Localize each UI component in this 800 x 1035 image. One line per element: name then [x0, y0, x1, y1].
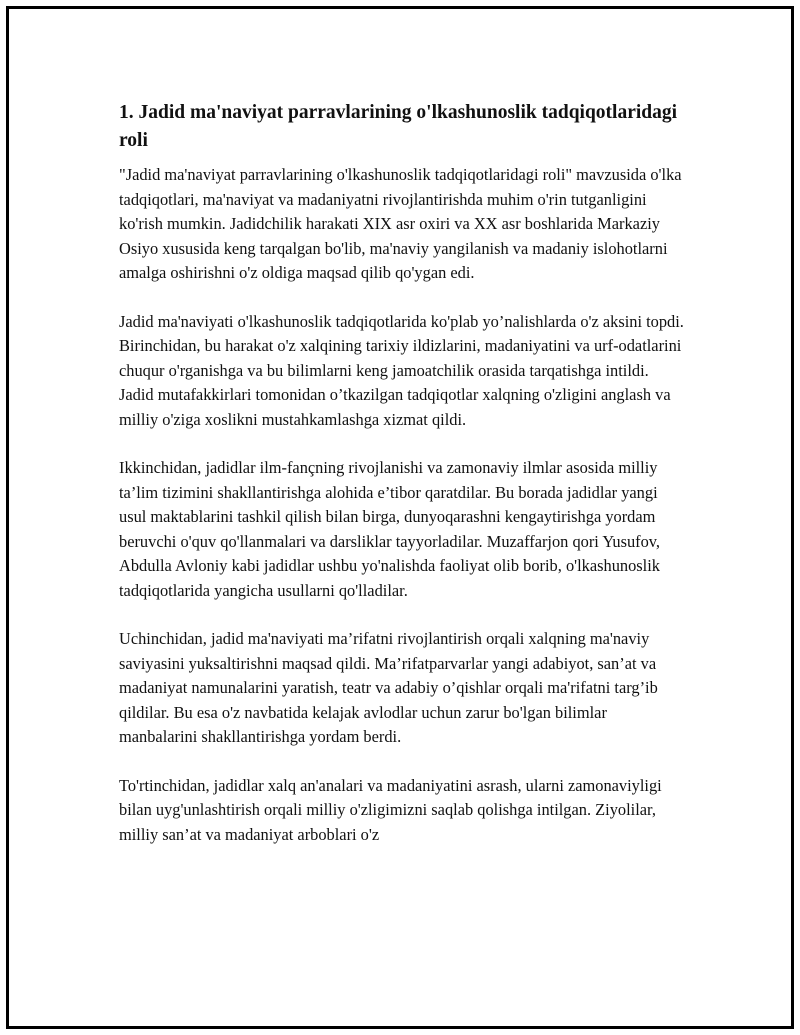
- paragraph-second: Ikkinchidan, jadidlar ilm-fançning rivojlanishi va zamonaviy ilmlar asosida milliy ta’lim tizimini shakllantirishga alohida e’tibor qaratdilar. Bu borada jadidlar yangi usul maktablarini tashkil qilish bilan birga, dunyoqarashni kengaytirishga yordam beruvchi o'quv qo'llanmalari va darsliklar tayyorladilar. Muzaffarjon qori Yusufov, Abdulla Avloniy kabi jadidlar ushbu yo'nalishda faoliyat olib borib, o'lkashunoslik tadqiqotlarida yangicha usullarni qo'lladilar.: [119, 458, 661, 600]
- paragraph-intro: "Jadid ma'naviyat parravlarining o'lkashunoslik tadqiqotlaridagi roli" mavzusida o'lka tadqiqotlari, ma'naviyat va madaniyatni rivojlantirishda muhim o'rin tutganligini ko'rish mumkin. Jadidchilik harakati XIX asr oxiri va XX asr boshlarida Markaziy Osiyo xususida keng tarqalgan bo'lib, ma'naviy yangilanish va madaniy islohotlarni amalga oshirishni o'z oldiga maqsad qilib qo'ygan edi.: [119, 165, 682, 282]
- document-body: [119, 99, 684, 847]
- paragraph-fourth: To'rtinchidan, jadidlar xalq an'analari va madaniyatini asrash, ularni zamonaviyligi bilan uyg'unlashtirish orqali milliy o'zligimizni saqlab qolishga intilgan. Ziyolilar, milliy san’at va madaniyat arboblari o'z: [119, 775, 662, 844]
- page-frame: [6, 6, 794, 1029]
- paragraph-third: Uchinchidan, jadid ma'naviyati ma’rifatni rivojlantirish orqali xalqning ma'naviy saviyasini yuksaltirishni maqsad qildi. Ma’rifatparvarlar yangi adabiyot, san’at va madaniyat namunalarini yaratish, teatr va adabiy o’qishlar orqali ma'rifatni targ’ib qildilar. Bu esa o'z navbatida kelajak avlodlar uchun zarur bo'lgan bilimlar manbalarini shakllantirishga yordam berdi.: [119, 629, 658, 746]
- section-heading: 1. Jadid ma'naviyat parravlarining o'lkashunoslik tadqiqotlaridagi roli: [119, 102, 678, 151]
- paragraph-first: Jadid ma'naviyati o'lkashunoslik tadqiqotlarida ko'plab yo’nalishlarda o'z aksini topdi. Birinchidan, bu harakat o'z xalqining tarixiy ildizlarini, madaniyatini va urf-odatlarini chuqur o'rganishga va bu bilimlarni keng jamoatchilik orasida tarqatishga intildi. Jadid mutafakkirlari tomonidan o’tkazilgan tadqiqotlar xalqning o'zligini anglash va milliy o'ziga xoslikni mustahkamlashga xizmat qildi.: [119, 311, 684, 429]
